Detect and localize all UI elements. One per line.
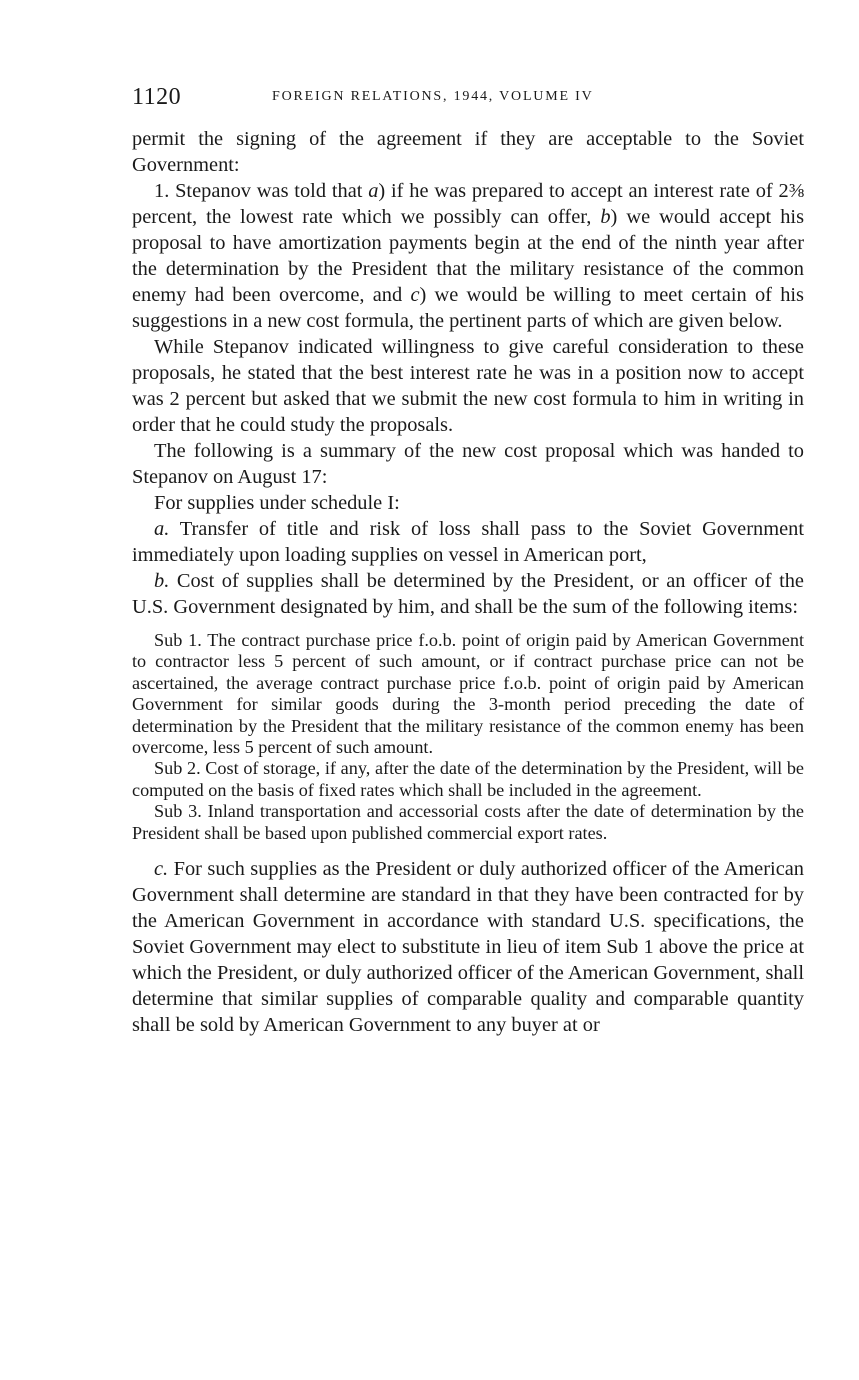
paragraph-schedule-heading: For supplies under schedule I: <box>154 492 400 514</box>
item-marker-a: a. <box>154 518 170 540</box>
subitem-1: Sub 1. The contract purchase price f.o.b. point of origin paid by American Government to contractor less 5 percent of such amount, or if contract purchase price can not be ascertained, the average contract purchase price f.o.b. point of origin paid by American Government for similar goods during the 3-month period preceding the date of determination by the President that the military resistance of the common enemy has been overcome, less 5 percent of such amount. <box>132 630 804 758</box>
item-marker-b: b. <box>154 570 170 592</box>
paragraph-text: 1. Stepanov was told that <box>154 180 369 202</box>
paragraph-item-1 <box>132 178 804 334</box>
item-marker-c: c. <box>154 858 169 881</box>
paragraph-summary-intro: The following is a summary of the new cost proposal which was handed to Stepanov on August 17: <box>132 440 804 488</box>
document-body <box>132 126 804 1038</box>
paragraph-item-c <box>132 856 804 1038</box>
subitem-2: Sub 2. Cost of storage, if any, after the date of the determination by the President, will be computed on the basis of fixed rates which shall be included in the agreement. <box>132 758 804 800</box>
paragraph-text: ) we would accept his proposal to have amortization payments begin at the end of the ninth year after the determination by the President that the military resistance of the common enemy had been overcome, and <box>132 206 805 306</box>
paragraph-text: ) if he was prepared to accept an interest rate of 2⅜ percent, the lowest rate which we possibly can offer, <box>132 180 804 228</box>
page-number: 1120 <box>132 84 182 110</box>
paragraph-text: For such supplies as the President or duly authorized officer of the American Government shall determine are standard in that they have been contracted for by the American Government in accordance with standard U.S. specifications, the Soviet Government may elect to substitute in lieu of item Sub 1 above the price at which the President, or duly authorized officer of the American Government, shall determine that similar supplies of comparable quality and comparable quantity shall be sold by American Government to any buyer at or <box>132 858 804 1037</box>
paragraph-item-b <box>132 568 804 620</box>
paragraph-text: Transfer of title and risk of loss shall pass to the Soviet Government immediately upon loading supplies on vessel in American port, <box>132 518 804 566</box>
paragraph-text: ) we would be willing to meet certain of his suggestions in a new cost formula, the pertinent parts of which are given below. <box>132 284 804 332</box>
item-marker-a: a <box>368 180 379 202</box>
paragraph-continuation: permit the signing of the agreement if they are acceptable to the Soviet Government: <box>132 128 804 176</box>
subitem-3: Sub 3. Inland transportation and accessorial costs after the date of determination by the President shall be based upon published commercial export rates. <box>132 801 804 843</box>
item-marker-b: b <box>600 206 611 228</box>
running-head: FOREIGN RELATIONS, 1944, VOLUME IV <box>272 89 594 104</box>
paragraph-text: Cost of supplies shall be determined by the President, or an officer of the U.S. Government designated by him, and shall be the sum of the following items: <box>132 570 804 618</box>
paragraph-item-a <box>132 516 804 568</box>
page-header <box>132 84 812 114</box>
subitems-block <box>132 630 804 844</box>
paragraph-stepanov-response: While Stepanov indicated willingness to give careful consideration to these proposals, he stated that the best interest rate he was in a position now to accept was 2 percent but asked that we submit the new cost formula to him in writing in order that he could study the proposals. <box>132 336 804 436</box>
item-marker-c: c <box>410 284 420 306</box>
